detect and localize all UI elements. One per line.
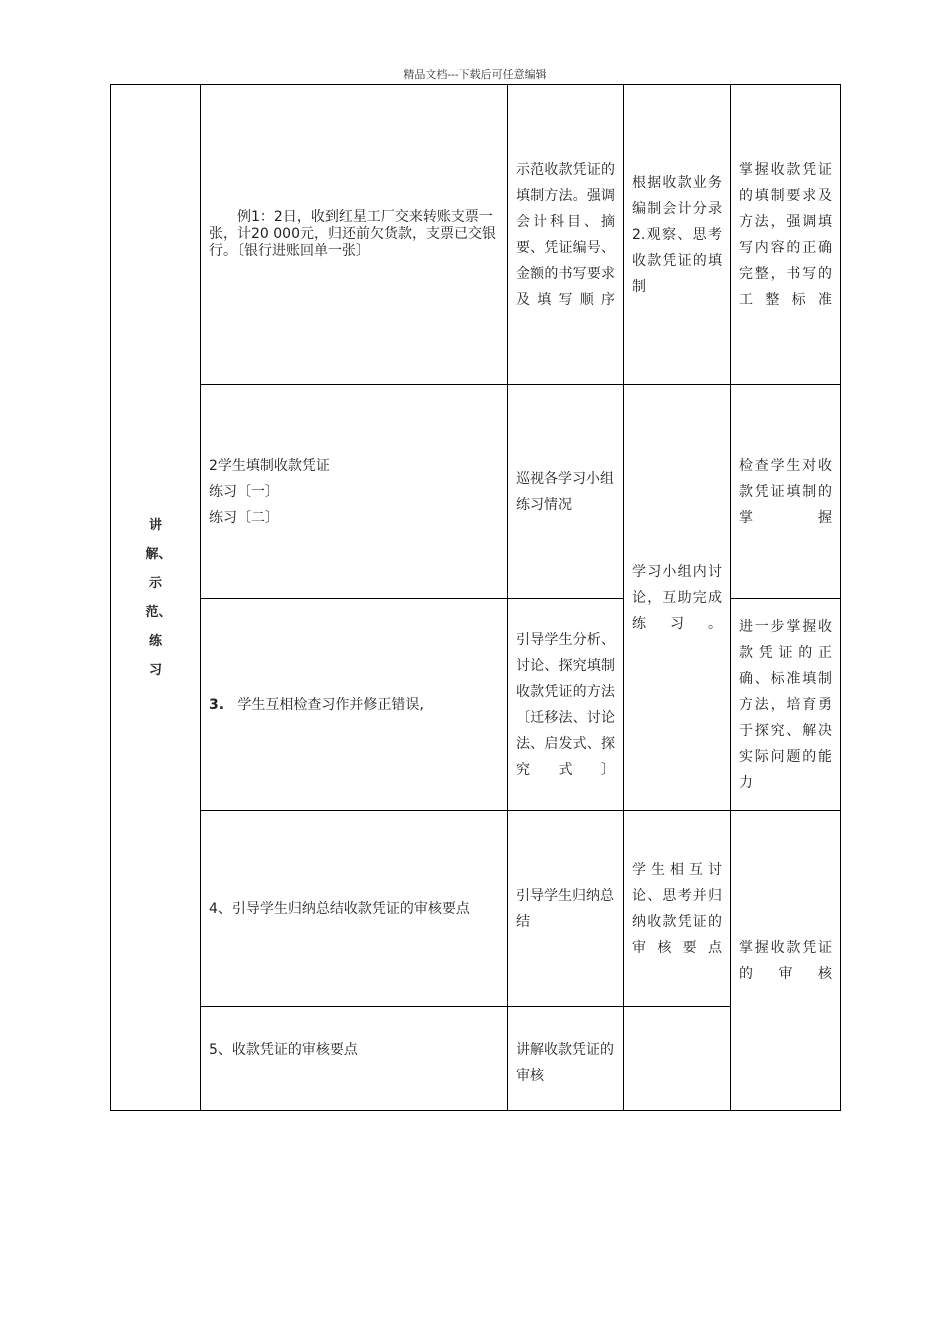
student-cell-merged: 学习小组内讨论，互助完成练习。 bbox=[624, 385, 731, 811]
content-title: 2学生填制收款凭证 bbox=[209, 457, 330, 474]
student-cell-5 bbox=[624, 1007, 731, 1111]
teacher-cell-4: 引导学生归纳总结 bbox=[508, 811, 624, 1007]
exercise-one: 练习〔一〕 bbox=[209, 483, 279, 500]
content-cell-5: 5、收款凭证的审核要点 bbox=[201, 1007, 508, 1111]
table-row bbox=[111, 599, 841, 811]
intent-cell-2: 检查学生对收款凭证填制的掌握 bbox=[731, 385, 841, 599]
stage-cell bbox=[111, 85, 201, 1111]
teacher-cell-3: 引导学生分析、讨论、探究填制收款凭证的方法〔迁移法、讨论法、启发式、探究式〕 bbox=[508, 599, 624, 811]
intent-cell-3: 进一步掌握收款凭证的正确、标准填制方法，培育勇于探究、解决实际问题的能力 bbox=[731, 599, 841, 811]
lesson-plan-table bbox=[110, 84, 841, 1111]
exercise-two: 练习〔二〕 bbox=[209, 509, 279, 526]
content-cell-4: 4、引导学生归纳总结收款凭证的审核要点 bbox=[201, 811, 508, 1007]
content-number: 3. bbox=[209, 696, 225, 713]
student-cell-1: 根据收款业务编制会计分录 2.观察、思考收款凭证的填制 bbox=[624, 85, 731, 385]
teacher-cell-1: 示范收款凭证的填制方法。强调会计科目、摘要、凭证编号、金额的书写要求及填写顺序 bbox=[508, 85, 624, 385]
table-row bbox=[111, 385, 841, 599]
table-row bbox=[111, 85, 841, 385]
teacher-cell-5: 讲解收款凭证的审核 bbox=[508, 1007, 624, 1111]
teacher-cell-2: 巡视各学习小组练习情况 bbox=[508, 385, 624, 599]
content-text: 学生互相检查习作并修正错误, bbox=[237, 696, 424, 713]
student-cell-4: 学生相互讨论、思考并归纳收款凭证的审核要点 bbox=[624, 811, 731, 1007]
content-cell-2 bbox=[201, 385, 508, 599]
intent-cell-merged: 掌握收款凭证的审核 bbox=[731, 811, 841, 1111]
content-cell-3 bbox=[201, 599, 508, 811]
stage-label: 讲解、示范、练习 bbox=[145, 517, 172, 678]
page-header: 精品文档---下载后可任意编辑 bbox=[403, 68, 547, 81]
intent-cell-1: 掌握收款凭证的填制要求及方法，强调填写内容的正确完整，书写的工整标准 bbox=[731, 85, 841, 385]
table-row bbox=[111, 811, 841, 1007]
content-cell-1: 例1：2日，收到红星工厂交来转账支票一张，计20 000元，归还前欠货款，支票已交银行。〔银行进账回单一张〕 bbox=[201, 85, 508, 385]
